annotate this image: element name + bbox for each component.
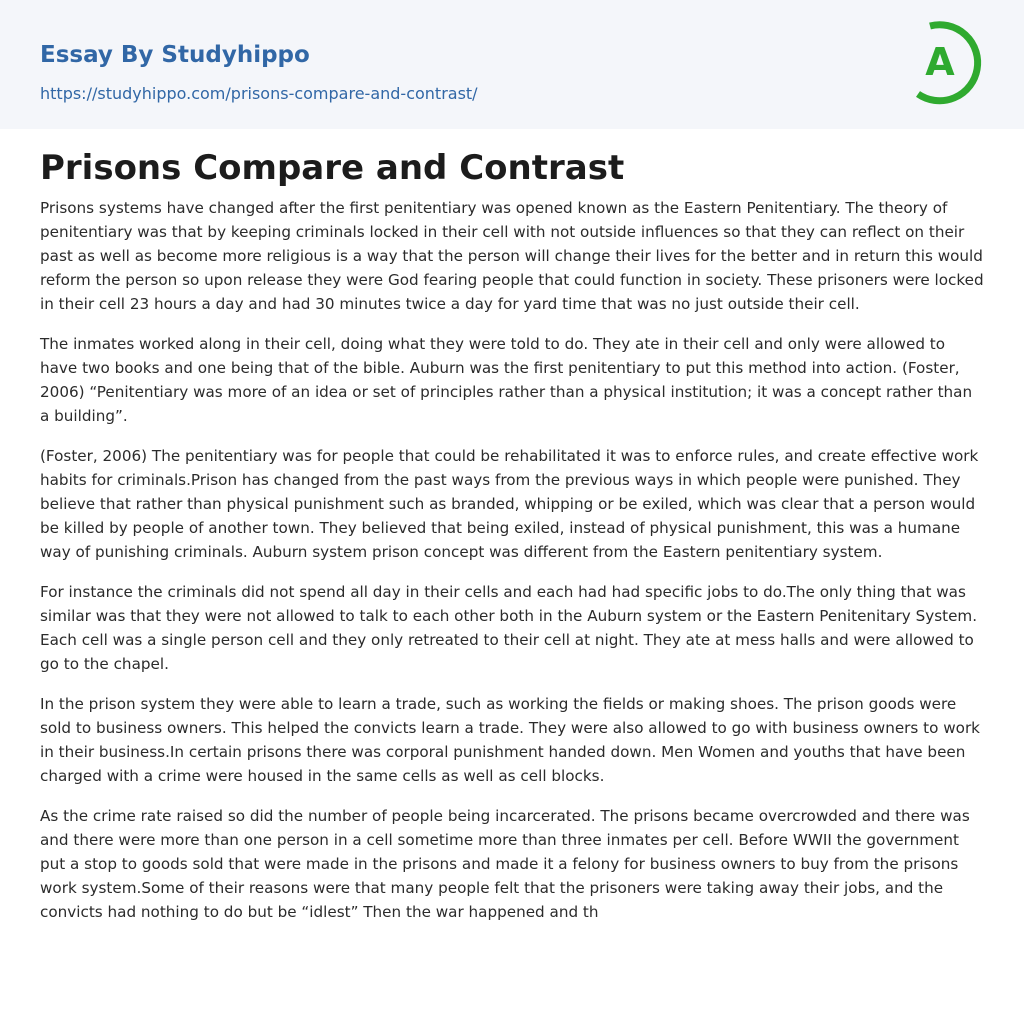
page-title: Prisons Compare and Contrast xyxy=(40,148,625,188)
essay-paragraph: (Foster, 2006) The penitentiary was for people that could be rehabilitated it was to enforce rules, and create effective work habits for criminals.Prison has changed from the past ways from the previous ways in which people were punished. They believe that rather than physical punishment such as branded, whipping or be exiled, which was clear that a person would be killed by people of another town. They believed that being exiled, instead of physical punishment, this was a humane way of punishing criminals. Auburn system prison concept was different from the Eastern penitentiary system. xyxy=(40,447,979,561)
source-url-link[interactable]: https://studyhippo.com/prisons-compare-and-contrast/ xyxy=(40,84,478,103)
brand-title[interactable]: Essay By Studyhippo xyxy=(40,42,310,68)
logo-letter: A xyxy=(925,40,955,84)
studyhippo-logo-icon[interactable] xyxy=(910,18,988,106)
essay-paragraph: Prisons systems have changed after the first penitentiary was opened known as the Eastern Penitentiary. The theory of penitentiary was that by keeping criminals locked in their cell with not outside influences so that they can reflect on their past as well as become more religious is a way that the person will change their lives for the better and in return this would reform the person so upon release they were God fearing people that could function in society. These prisoners were locked in their cell 23 hours a day and had 30 minutes twice a day for yard time that was no just outside their cell. xyxy=(40,199,984,313)
essay-paragraph: In the prison system they were able to learn a trade, such as working the fields or making shoes. The prison goods were sold to business owners. This helped the convicts learn a trade. They were also allowed to go with business owners to work in their business.In certain prisons there was corporal punishment handed down. Men Women and youths that have been charged with a crime were housed in the same cells as well as cell blocks. xyxy=(40,695,980,785)
essay-paragraph: The inmates worked along in their cell, doing what they were told to do. They ate in their cell and only were allowed to have two books and one being that of the bible. Auburn was the first penitentiary to put this method into action. (Foster, 2006) “Penitentiary was more of an idea or set of principles rather than a physical institution; it was a concept rather than a building”. xyxy=(40,335,973,425)
essay-paragraph: For instance the criminals did not spend all day in their cells and each had had specific jobs to do.The only thing that was similar was that they were not allowed to talk to each other both in the Auburn system or the Eastern Penitenitary System. Each cell was a single person cell and they only retreated to their cell at night. They ate at mess halls and were allowed to go to the chapel. xyxy=(40,583,978,673)
essay-paragraph: As the crime rate raised so did the number of people being incarcerated. The prisons became overcrowded and there was and there were more than one person in a cell sometime more than three inmates per cell. Before WWII the government put a stop to goods sold that were made in the prisons and made it a felony for business owners to buy from the prisons work system.Some of their reasons were that many people felt that the prisoners were taking away their jobs, and the convicts had nothing to do but be “idlest” Then the war happened and th xyxy=(40,807,970,921)
site-header xyxy=(0,0,1024,129)
essay-content xyxy=(40,146,984,940)
